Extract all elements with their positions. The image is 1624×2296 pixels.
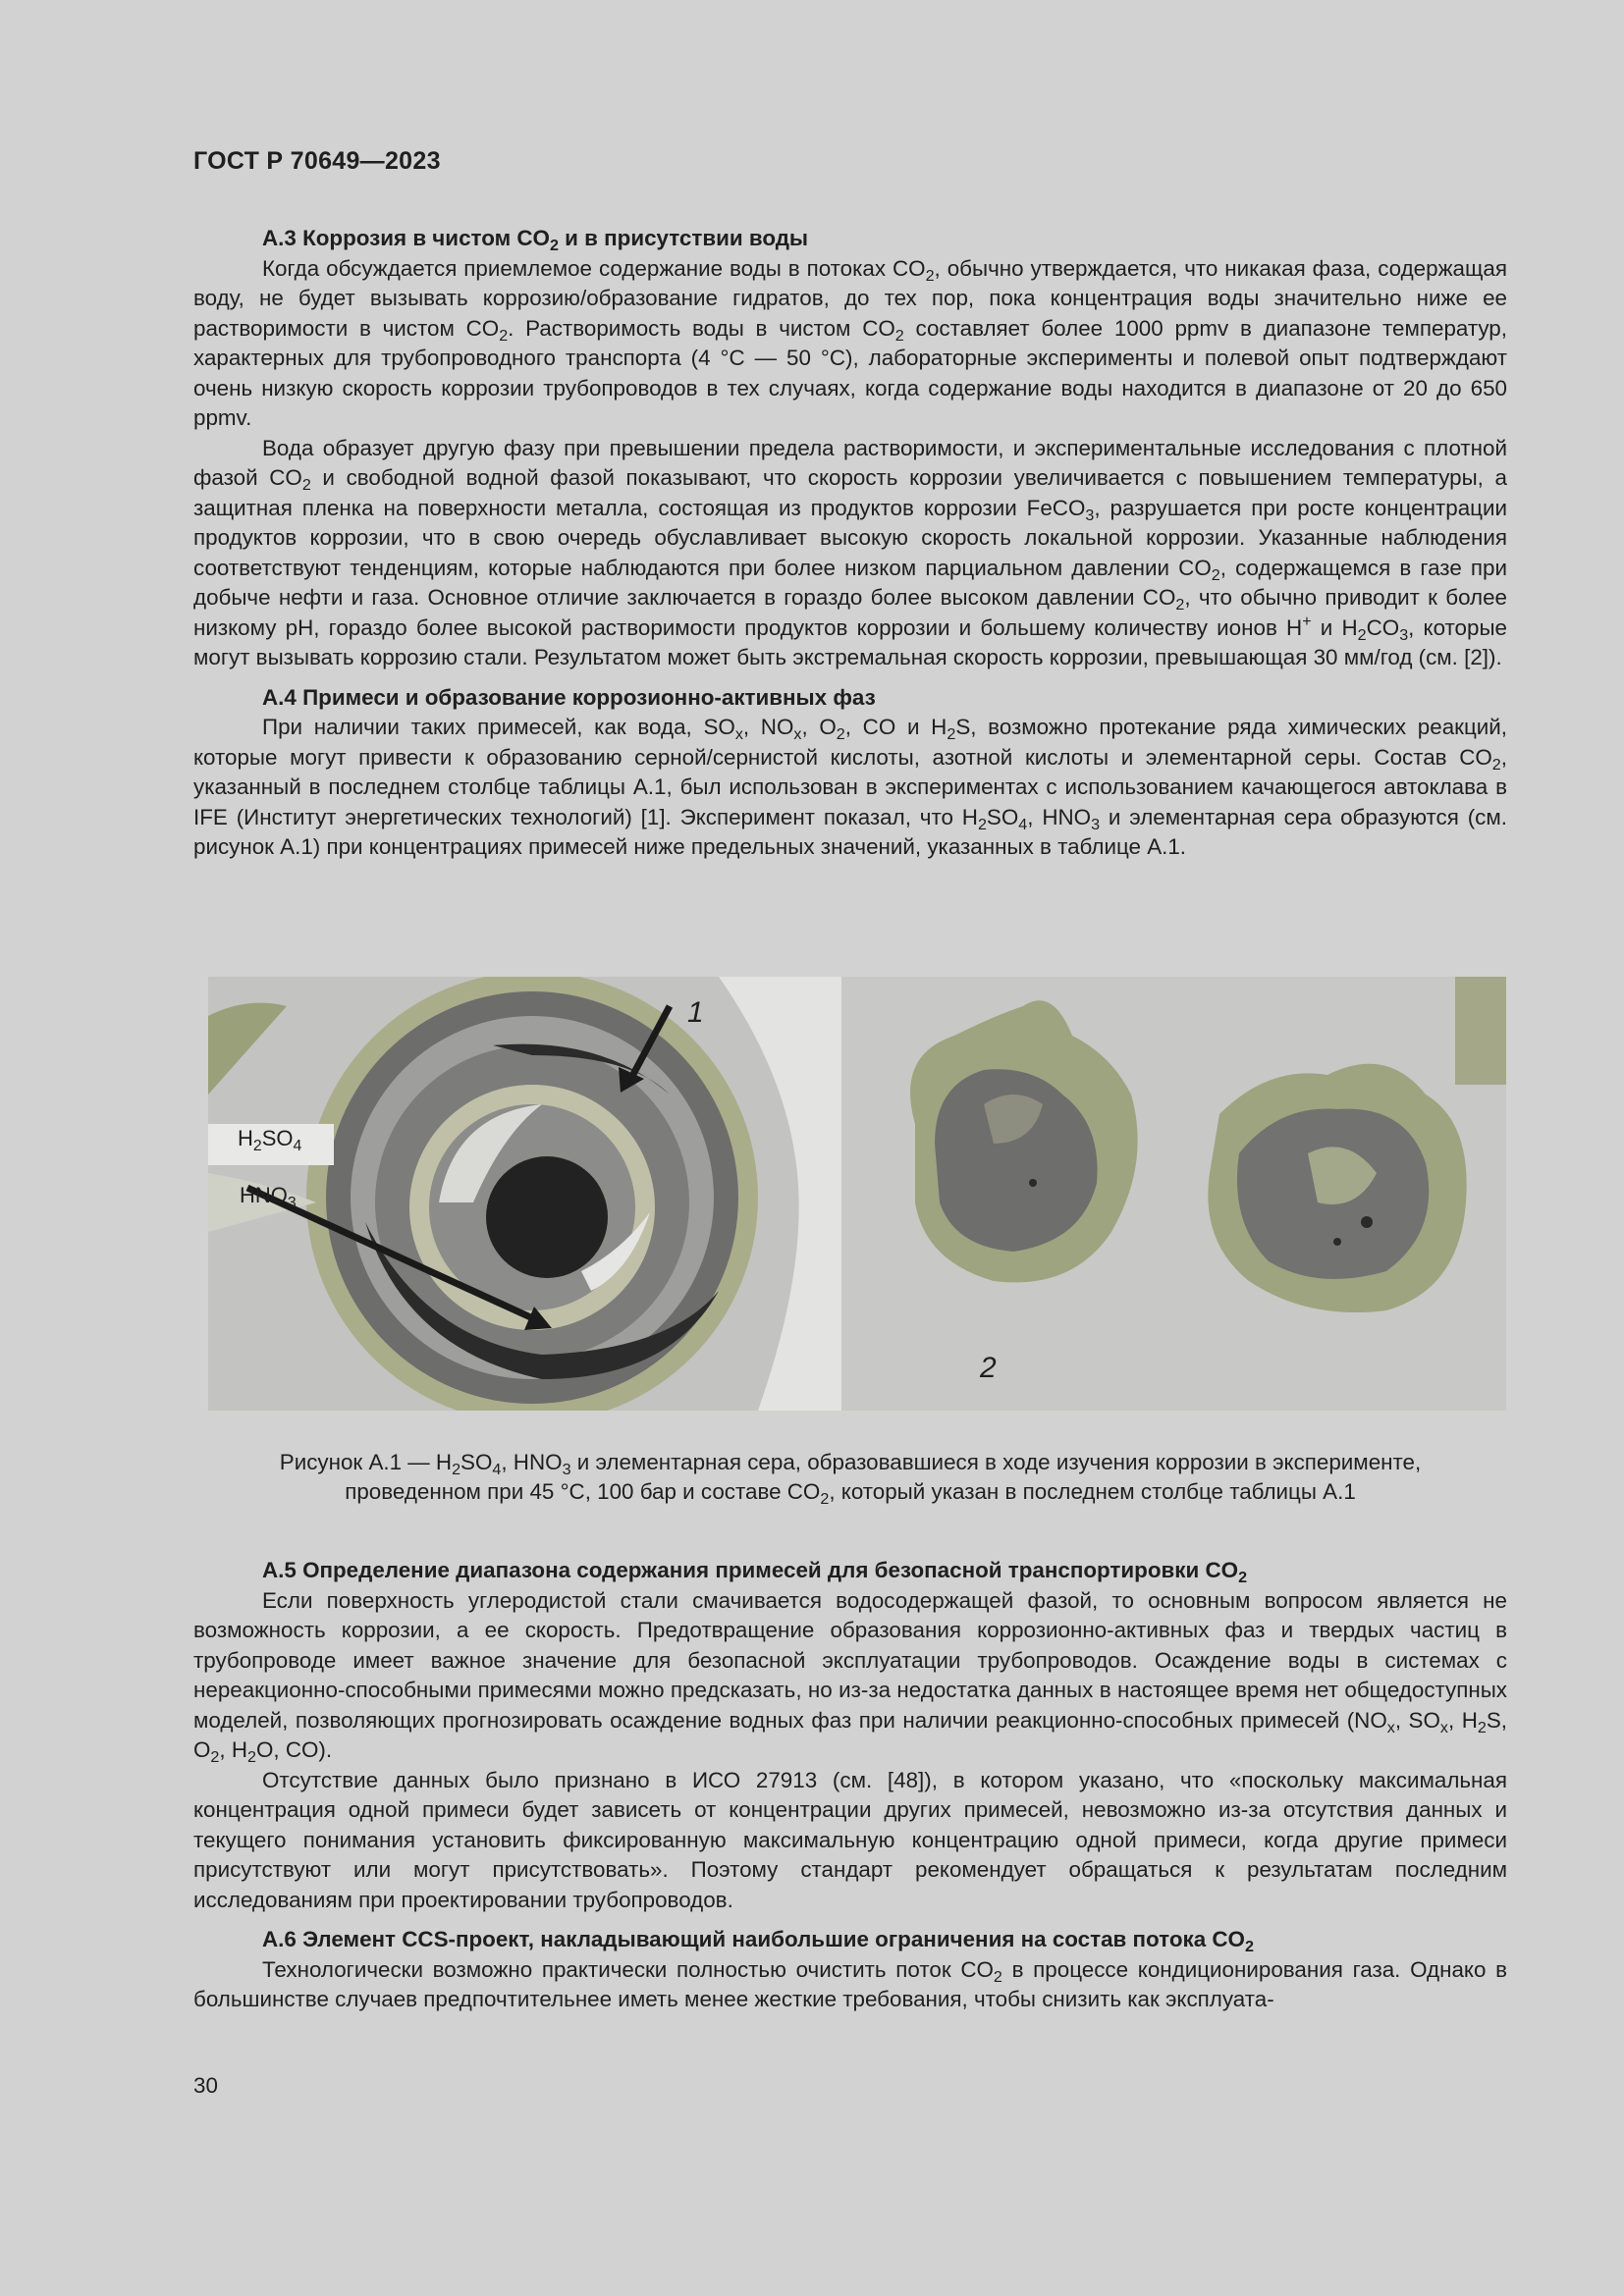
section-a6-heading: А.6 Элемент CCS-проект, накладывающий наибольшие ограничения на состав потока $CO_2$ — [262, 1927, 1254, 1955]
sulfur-particles-photo — [841, 977, 1506, 1411]
figure-a1 — [208, 977, 1506, 1411]
text-block-top — [193, 224, 1507, 863]
text-block-bottom — [193, 1556, 1507, 2015]
section-a4-heading: А.4 Примеси и образование коррозионно-активных фаз — [262, 684, 876, 710]
section-a5-paragraph-1: Если поверхность углеродистой стали смачивается водосодержащей фазой, то основным вопросом является не возможность коррозии, а ее скорость. Предотвращение образования коррозионно-активных фаз и твердых частиц в трубопроводе имеет важное значение для безопасной эксплуатации трубопроводов. Осаждение воды в системах с нереакционно-способными примесями можно предсказать, но из-за недостатка данных в настоящее время нет общедоступных моделей, позволяющих прогнозировать осаждение водных фаз при наличии реакционно-способных примесей ($NO_x$, $SO_x$, $H_2S$, $O_2$, $H_2O$, CO). — [193, 1587, 1507, 1766]
section-a6-paragraph-1: Технологически возможно практически полностью очистить поток $CO_2$ в процессе кондиционирования газа. Однако в большинстве случаев предпочтительнее иметь менее жесткие требования, чтобы снизить как эксплуата- — [193, 1956, 1507, 2011]
label-h2so4: $H_2SO_4$ — [238, 1126, 302, 1154]
page-number: 30 — [193, 2073, 218, 2098]
figure-a1-photo — [208, 977, 1506, 1411]
figure-number-1: 1 — [687, 996, 704, 1029]
label-hno3: $HNO_3$ — [240, 1183, 297, 1211]
section-a3-paragraph-1: Когда обсуждается приемлемое содержание воды в потоках $CO_2$, обычно утверждается, что никакая фаза, содержащая воду, не будет вызывать коррозию/образование гидратов, до тех пор, пока концентрация воды значительно ниже ее растворимости в чистом $CO_2$. Растворимость воды в чистом $CO_2$ составляет более 1000 ppmv в диапазоне температур, характерных для трубопроводного транспорта (4 °С — 50 °С), лабораторные эксперименты и полевой опыт подтверждают очень низкую скорость коррозии трубопроводов в тех случаях, когда содержание воды находится в диапазоне от 20 до 650 ppmv. — [193, 255, 1507, 430]
autoclave-photo — [208, 977, 841, 1411]
standard-id-header: ГОСТ Р 70649—2023 — [193, 147, 441, 175]
section-a5-heading: А.5 Определение диапазона содержания примесей для безопасной транспортировки $CO_2$ — [262, 1558, 1248, 1586]
section-a3-paragraph-2: Вода образует другую фазу при превышении предела растворимости, и экспериментальные исследования с плотной фазой $CO_2$ и свободной водной фазой показывают, что скорость коррозии увеличивается с повышением температуры, а защитная пленка на поверхности металла, состоящая из продуктов коррозии FeCO$_3$, разрушается при росте концентрации продуктов коррозии, что в свою очередь обуславливает высокую скорость локальной коррозии. Указанные наблюдения соответствуют тенденциям, которые наблюдаются при более низком парциальном давлении $CO_2$, содержащемся в газе при добыче нефти и газа. Основное отличие заключается в гораздо более высоком давлении $CO_2$, что обычно приводит к более низкому pH, гораздо более высокой растворимости продуктов коррозии и большему количеству ионов H+ и $H_2CO_3$, которые могут вызывать коррозию стали. Результатом может быть экстремальная скорость коррозии, превышающая 30 мм/год (см. [2]). — [193, 435, 1508, 669]
section-a3-heading: А.3 Коррозия в чистом $CO_2$ и в присутствии воды — [262, 226, 809, 254]
section-a5-paragraph-2: Отсутствие данных было признано в ИСО 27913 (см. [48]), в котором указано, что «поскольку максимальная концентрация одной примеси будет зависеть от концентрации других примесей, невозможно из-за отсутствия данных и текущего понимания установить фиксированную максимальную концентрацию одной примеси, когда другие примеси присутствуют или могут присутствовать». Поэтому стандарт рекомендует обращаться к результатам последним исследованиям при проектировании трубопроводов. — [193, 1767, 1507, 1912]
figure-number-2: 2 — [980, 1352, 997, 1384]
figure-a1-caption: Рисунок А.1 — $H_2SO_4$, $HNO_3$ и элементарная сера, образовавшиеся в ходе изучения коррозии в эксперименте, проведенном при 45 °С, 100 бар и составе $CO_2$, который указан в последнем столбце таблицы А.1 — [279, 1450, 1422, 1508]
section-a4-paragraph-1: При наличии таких примесей, как вода, $SO_x$, $NO_x$, $O_2$, CO и $H_2S$, возможно протекание ряда химических реакций, которые могут привести к образованию серной/сернистой кислоты, азотной кислоты и элементарной серы. Состав $CO_2$, указанный в последнем столбце таблицы А.1, был использован в экспериментах с использованием качающегося автоклава в IFE (Институт энергетических технологий) [1]. Эксперимент показал, что $H_2SO_4$, $HNO_3$ и элементарная сера образуются (см. рисунок А.1) при концентрациях примесей ниже предельных значений, указанных в таблице А.1. — [193, 715, 1508, 859]
